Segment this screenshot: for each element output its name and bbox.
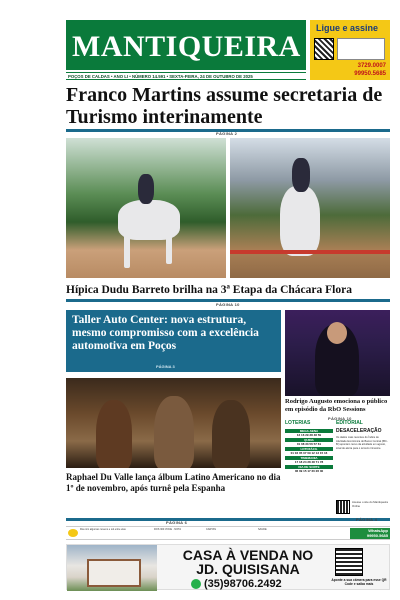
subscription-phone-1: 3729.0007: [357, 63, 386, 69]
singer-page-ref: PÁGINA 10: [328, 416, 352, 421]
editorial-body: Os dados mais recentes do Índice de Atividade Econômica do Banco Central (IBC-Br) apontam recuo da atividade em agosto, sinal de alerta para o terceiro trimestre.: [336, 436, 388, 450]
whatsapp-icon: [191, 579, 201, 589]
editorial-title: DESACELERAÇÃO: [336, 428, 382, 434]
rider-shape: [138, 174, 154, 204]
qr-code-icon[interactable]: [335, 548, 363, 576]
equestrian-page-ref: PÁGINA 10: [216, 302, 240, 307]
newspaper-front-page: [66, 20, 390, 590]
equestrian-photo-right: [230, 138, 390, 278]
music-page-ref: PÁGINA 6: [166, 520, 188, 525]
strip-column-2: DOS 300 VOCÊ · NOTA: [154, 528, 182, 531]
lotteries-title: LOTERIAS: [285, 420, 311, 426]
jump-pole: [230, 250, 390, 254]
house-sale-title: CASA À VENDA NO JD. QUISISANA: [182, 547, 314, 577]
taller-page-ref: PÁGINA 3: [156, 364, 175, 369]
newspaper-logo: MANTIQUEIRA: [72, 30, 301, 63]
house-sale-ad[interactable]: [66, 544, 390, 590]
taller-feature-box[interactable]: [66, 310, 281, 372]
main-headline[interactable]: Franco Martins assume secretaria de Turismo interinamente: [66, 84, 383, 128]
band-photo: [66, 378, 281, 468]
subscription-ad[interactable]: [310, 20, 390, 80]
subscription-ad-title: Ligue e assine: [316, 23, 379, 33]
sun-cloud-icon: [68, 529, 78, 537]
whatsapp-phone: 99950.5685: [366, 532, 388, 538]
strip-column-4: SAÚDE: [258, 528, 267, 531]
taller-headline: Taller Auto Center: nova estrutura, mesmo compromisso com a excelência automotiva em Poços: [72, 314, 259, 352]
qr-instructions: Aponte a sua câmera para esse QR Code e saiba mais: [331, 578, 387, 586]
qr-code-icon[interactable]: [336, 500, 350, 514]
info-strip: [66, 526, 390, 540]
editorial-qr-caption: Acesse o site do Mantiqueira Online: [352, 500, 388, 508]
main-story-page-ref: PÁGINA 2: [216, 131, 238, 136]
newspaper-stack-icon: [337, 38, 385, 60]
singer-caption[interactable]: Rodrigo Augusto emociona o público em episódio da RbO Sessions: [285, 398, 388, 413]
lotteries-list: MEGA-SENA 12 16 29 38 48 59 QUINA 01 08 33 56 57 61 LOTOFÁCIL 01 02 05 07 09 12 13 15 16 TIMEMANIA 17 18 24 28 48 71 78 DIA DE SORTE 06 09 15 17 20 26 30: [285, 428, 333, 473]
qr-code-icon: [314, 38, 334, 60]
strip-column-3: CARTAS: [206, 528, 216, 531]
weather-text: Dia com algumas nuvens e sol entre elas: [80, 528, 126, 531]
subscription-phone-2: 99950.5685: [354, 71, 386, 77]
equestrian-photo-left: [66, 138, 226, 278]
edition-info-bar: POÇOS DE CALDAS • ANO LI • NÚMERO 14.591 • SEXTA-FEIRA, 24 DE OUTUBRO DE 2025: [66, 72, 306, 80]
whatsapp-badge[interactable]: [350, 528, 390, 539]
whatsapp-label: WhatsApp: [368, 528, 388, 533]
editorial-section: EDITORIAL: [336, 420, 363, 426]
house-photo: [67, 545, 157, 591]
masthead: [66, 20, 306, 70]
editorial-column[interactable]: [336, 428, 390, 450]
equestrian-headline[interactable]: Hípica Dudu Barreto brilha na 3ª Etapa da Chácara Flora: [66, 284, 352, 296]
music-headline[interactable]: Raphael Du Valle lança álbum Latino Americano no dia 1º de novembro, após turnê pela Espanha: [66, 472, 281, 493]
house-sale-phone[interactable]: (35)98706.2492: [204, 578, 282, 590]
singer-photo: [285, 310, 390, 396]
editorial-page-ref: PÁGINA 4: [356, 517, 378, 522]
